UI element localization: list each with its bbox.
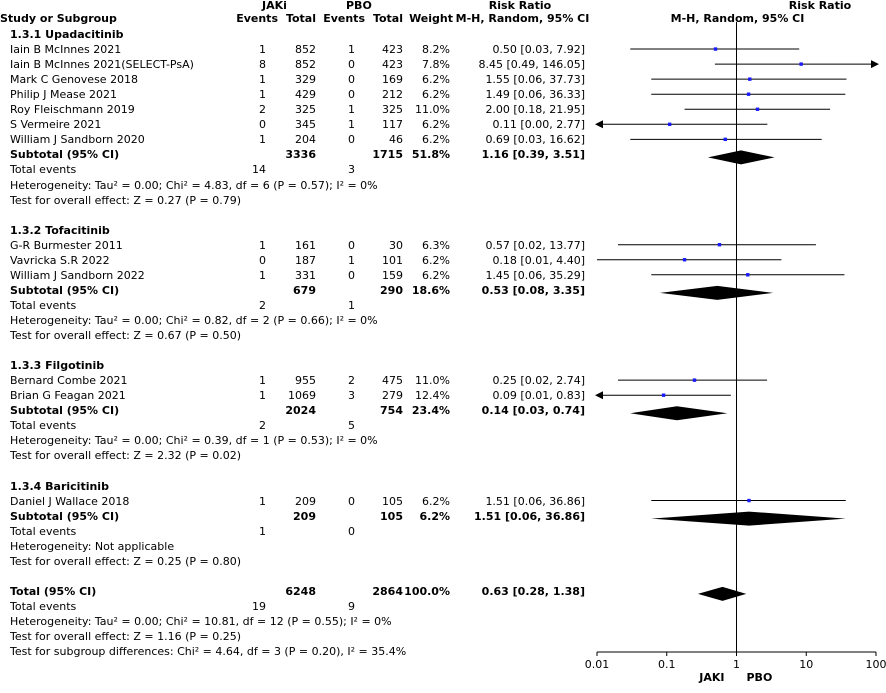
- subtotal-label: Subtotal (95% CI): [10, 509, 120, 523]
- total-pbo: 105: [380, 509, 403, 523]
- weight-value: 8.2%: [422, 43, 450, 57]
- events-jaki: 1: [259, 524, 266, 538]
- events-jaki: 19: [252, 599, 266, 613]
- total-pbo: 290: [380, 283, 403, 297]
- events-jaki: 1: [259, 73, 266, 87]
- study-label: Brian G Feagan 2021: [10, 389, 126, 403]
- point-estimate-marker: [693, 378, 696, 381]
- x-tick-label: 100: [865, 658, 886, 671]
- total-jaki: 429: [295, 88, 316, 102]
- total-events-label: Total events: [10, 298, 77, 312]
- risk-ratio-ci: 0.50 [0.03, 7.92]: [492, 43, 585, 57]
- events-pbo: 1: [348, 43, 355, 57]
- study-label: Iain B McInnes 2021: [10, 43, 122, 57]
- stats-note: Test for overall effect: Z = 1.16 (P = 0.25): [10, 630, 241, 643]
- header-weight: Weight: [409, 12, 453, 25]
- total-jaki: 2024: [285, 404, 316, 418]
- risk-ratio-ci: 1.51 [0.06, 36.86]: [485, 494, 585, 508]
- header-pbo: PBO: [346, 0, 372, 12]
- total-pbo: 754: [380, 404, 403, 418]
- events-jaki: 2: [259, 419, 266, 433]
- weight-value: 18.6%: [411, 283, 450, 297]
- total-events-label: Total events: [10, 419, 77, 433]
- header-method-right: M-H, Random, 95% CI: [670, 12, 805, 25]
- events-jaki: 1: [259, 88, 266, 102]
- weight-value: 51.8%: [411, 148, 450, 162]
- weight-value: 11.0%: [415, 374, 450, 388]
- weight-value: 6.3%: [422, 238, 450, 252]
- events-pbo: 3: [348, 163, 355, 177]
- total-jaki: 209: [295, 494, 316, 508]
- total-jaki: 325: [295, 103, 316, 117]
- risk-ratio-ci: 1.55 [0.06, 37.73]: [485, 73, 585, 87]
- stats-note: Test for overall effect: Z = 2.32 (P = 0.02): [10, 449, 241, 463]
- header-risk-ratio-left: Risk Ratio: [488, 0, 552, 12]
- total-pbo: 30: [389, 238, 403, 252]
- total-jaki: 1069: [288, 389, 316, 403]
- total-jaki: 955: [295, 374, 316, 388]
- events-pbo: 1: [348, 118, 355, 132]
- stats-note: Heterogeneity: Tau² = 0.00; Chi² = 0.82, df = 2 (P = 0.66); I² = 0%: [10, 313, 378, 327]
- total-jaki: 187: [295, 253, 316, 267]
- weight-value: 6.2%: [422, 494, 450, 508]
- total-events-label: Total events: [10, 599, 77, 613]
- risk-ratio-ci: 0.57 [0.02, 13.77]: [485, 238, 585, 252]
- subgroup-diamond: [708, 150, 775, 164]
- weight-value: 6.2%: [422, 268, 450, 282]
- weight-value: 23.4%: [411, 404, 450, 418]
- point-estimate-marker: [668, 123, 671, 126]
- events-jaki: 1: [259, 374, 266, 388]
- events-jaki: 1: [259, 494, 266, 508]
- weight-value: 6.2%: [422, 73, 450, 87]
- total-pbo: 423: [382, 58, 403, 72]
- study-label: G-R Burmester 2011: [10, 238, 123, 252]
- stats-note: Heterogeneity: Not applicable: [10, 539, 175, 553]
- events-jaki: 1: [259, 133, 266, 147]
- total-pbo: 101: [382, 253, 403, 267]
- events-pbo: 1: [348, 253, 355, 267]
- events-pbo: 0: [348, 133, 355, 147]
- events-pbo: 1: [348, 103, 355, 117]
- events-pbo: 0: [348, 88, 355, 102]
- total-pbo: 117: [382, 118, 403, 132]
- study-label: Mark C Genovese 2018: [10, 73, 139, 87]
- subtotal-label: Subtotal (95% CI): [10, 148, 120, 162]
- subgroup-heading: 1.3.3 Filgotinib: [10, 359, 105, 373]
- study-label: Iain B McInnes 2021(SELECT-PsA): [10, 58, 194, 72]
- weight-value: 12.4%: [415, 389, 450, 403]
- events-pbo: 0: [348, 58, 355, 72]
- risk-ratio-ci: 0.69 [0.03, 16.62]: [485, 133, 585, 147]
- header-jaki: JAKi: [262, 0, 287, 12]
- study-label: Bernard Combe 2021: [10, 374, 128, 388]
- ci-arrow-left: [595, 391, 603, 399]
- total-jaki: 679: [293, 283, 316, 297]
- events-jaki: 0: [259, 118, 266, 132]
- events-pbo: 2: [348, 374, 355, 388]
- subtotal-label: Subtotal (95% CI): [10, 283, 120, 297]
- header-method-left: M-H, Random, 95% CI: [455, 12, 590, 25]
- total-jaki: 204: [295, 133, 316, 147]
- point-estimate-marker: [748, 77, 751, 80]
- total-pbo: 46: [389, 133, 403, 147]
- events-jaki: 1: [259, 268, 266, 282]
- header-study: Study or Subgroup: [0, 12, 117, 25]
- total-jaki: 852: [295, 58, 316, 72]
- total-jaki: 852: [295, 43, 316, 57]
- ci-arrow-right: [871, 60, 879, 68]
- events-pbo: 5: [348, 419, 355, 433]
- study-label: Vavricka S.R 2022: [10, 253, 110, 267]
- events-pbo: 0: [348, 73, 355, 87]
- weight-value: 11.0%: [415, 103, 450, 117]
- header-events-2: Events: [323, 12, 365, 25]
- stats-note: Test for subgroup differences: Chi² = 4.64, df = 3 (P = 0.20), I² = 35.4%: [10, 645, 407, 659]
- study-label: Philip J Mease 2021: [10, 88, 117, 102]
- risk-ratio-ci: 0.63 [0.28, 1.38]: [481, 584, 585, 598]
- stats-note: Heterogeneity: Tau² = 0.00; Chi² = 0.39, df = 1 (P = 0.53); I² = 0%: [10, 434, 378, 448]
- subgroup-heading: 1.3.4 Baricitinib: [10, 479, 109, 493]
- point-estimate-marker: [662, 394, 665, 397]
- header-risk-ratio-right: Risk Ratio: [788, 0, 852, 12]
- total-pbo: 325: [382, 103, 403, 117]
- total-jaki: 161: [295, 238, 316, 252]
- weight-value: 6.2%: [422, 133, 450, 147]
- risk-ratio-ci: 0.14 [0.03, 0.74]: [481, 404, 585, 418]
- events-jaki: 1: [259, 43, 266, 57]
- total-label: Total (95% CI): [10, 584, 97, 598]
- total-pbo: 475: [382, 374, 403, 388]
- risk-ratio-ci: 0.25 [0.02, 2.74]: [492, 374, 585, 388]
- total-pbo: 105: [382, 494, 403, 508]
- risk-ratio-ci: 0.53 [0.08, 3.35]: [481, 283, 585, 297]
- events-jaki: 1: [259, 389, 266, 403]
- events-pbo: 1: [348, 298, 355, 312]
- risk-ratio-ci: 8.45 [0.49, 146.05]: [478, 58, 585, 72]
- x-tick-label: 1: [733, 658, 740, 671]
- events-pbo: 0: [348, 238, 355, 252]
- risk-ratio-ci: 1.51 [0.06, 36.86]: [474, 509, 585, 523]
- total-jaki: 6248: [285, 584, 316, 598]
- events-jaki: 8: [259, 58, 266, 72]
- point-estimate-marker: [683, 258, 686, 261]
- overall-diamond: [698, 587, 746, 601]
- study-label: Daniel J Wallace 2018: [10, 494, 130, 508]
- risk-ratio-ci: 1.49 [0.06, 36.33]: [485, 88, 585, 102]
- stats-note: Test for overall effect: Z = 0.25 (P = 0.80): [10, 554, 241, 568]
- study-label: William J Sandborn 2020: [10, 133, 145, 147]
- subgroup-diamond: [651, 512, 845, 526]
- weight-value: 6.2%: [422, 253, 450, 267]
- point-estimate-marker: [756, 108, 759, 111]
- total-jaki: 209: [293, 509, 316, 523]
- total-jaki: 3336: [285, 148, 316, 162]
- total-pbo: 1715: [372, 148, 403, 162]
- stats-note: Test for overall effect: Z = 0.67 (P = 0.50): [10, 329, 241, 342]
- events-pbo: 9: [348, 599, 355, 613]
- point-estimate-marker: [724, 138, 727, 141]
- events-pbo: 0: [348, 494, 355, 508]
- subtotal-label: Subtotal (95% CI): [10, 404, 120, 418]
- risk-ratio-ci: 1.45 [0.06, 35.29]: [485, 268, 585, 282]
- subgroup-heading: 1.3.1 Upadacitinib: [10, 28, 124, 41]
- total-jaki: 329: [295, 73, 316, 87]
- total-pbo: 423: [382, 43, 403, 57]
- weight-value: 100.0%: [404, 584, 450, 598]
- header-events-1: Events: [236, 12, 278, 25]
- total-jaki: 345: [295, 118, 316, 132]
- events-jaki: 0: [259, 253, 266, 267]
- events-jaki: 1: [259, 238, 266, 252]
- events-pbo: 0: [348, 268, 355, 282]
- point-estimate-marker: [714, 47, 717, 50]
- total-events-label: Total events: [10, 524, 77, 538]
- total-pbo: 2864: [372, 584, 403, 598]
- study-label: Roy Fleischmann 2019: [10, 103, 135, 117]
- point-estimate-marker: [718, 243, 721, 246]
- weight-value: 6.2%: [422, 88, 450, 102]
- point-estimate-marker: [747, 93, 750, 96]
- total-pbo: 279: [382, 389, 403, 403]
- weight-value: 6.2%: [422, 118, 450, 132]
- point-estimate-marker: [799, 62, 802, 65]
- events-jaki: 2: [259, 298, 266, 312]
- stats-note: Heterogeneity: Tau² = 0.00; Chi² = 4.83, df = 6 (P = 0.57); I² = 0%: [10, 178, 378, 192]
- total-pbo: 159: [382, 268, 403, 282]
- weight-value: 6.2%: [419, 509, 450, 523]
- point-estimate-marker: [747, 499, 750, 502]
- axis-label-favours-pbo: PBO: [746, 671, 773, 684]
- risk-ratio-ci: 1.16 [0.39, 3.51]: [481, 148, 585, 162]
- x-tick-label: 0.1: [658, 658, 676, 671]
- header-total-1: Total: [285, 12, 316, 25]
- events-jaki: 2: [259, 103, 266, 117]
- axis-label-favours-jaki: JAKI: [699, 671, 725, 684]
- total-pbo: 212: [382, 88, 403, 102]
- total-jaki: 331: [295, 268, 316, 282]
- header-total-2: Total: [372, 12, 403, 25]
- subgroup-heading: 1.3.2 Tofacitinib: [10, 223, 110, 237]
- total-pbo: 169: [382, 73, 403, 87]
- risk-ratio-ci: 0.18 [0.01, 4.40]: [492, 253, 585, 267]
- total-events-label: Total events: [10, 163, 77, 177]
- stats-note: Test for overall effect: Z = 0.27 (P = 0.79): [10, 193, 241, 207]
- subgroup-diamond: [660, 286, 773, 300]
- x-tick-label: 0.01: [584, 658, 610, 671]
- study-label: William J Sandborn 2022: [10, 268, 145, 282]
- risk-ratio-ci: 2.00 [0.18, 21.95]: [485, 103, 585, 117]
- events-jaki: 14: [252, 163, 266, 177]
- study-label: S Vermeire 2021: [10, 118, 102, 132]
- subgroup-diamond: [630, 406, 727, 420]
- point-estimate-marker: [746, 273, 749, 276]
- ci-arrow-left: [595, 120, 603, 128]
- stats-note: Heterogeneity: Tau² = 0.00; Chi² = 10.81, df = 12 (P = 0.55); I² = 0%: [10, 614, 392, 628]
- events-pbo: 3: [348, 389, 355, 403]
- weight-value: 7.8%: [422, 58, 450, 72]
- risk-ratio-ci: 0.09 [0.01, 0.83]: [492, 389, 585, 403]
- risk-ratio-ci: 0.11 [0.00, 2.77]: [492, 118, 585, 132]
- x-tick-label: 10: [799, 658, 814, 671]
- events-pbo: 0: [348, 524, 355, 538]
